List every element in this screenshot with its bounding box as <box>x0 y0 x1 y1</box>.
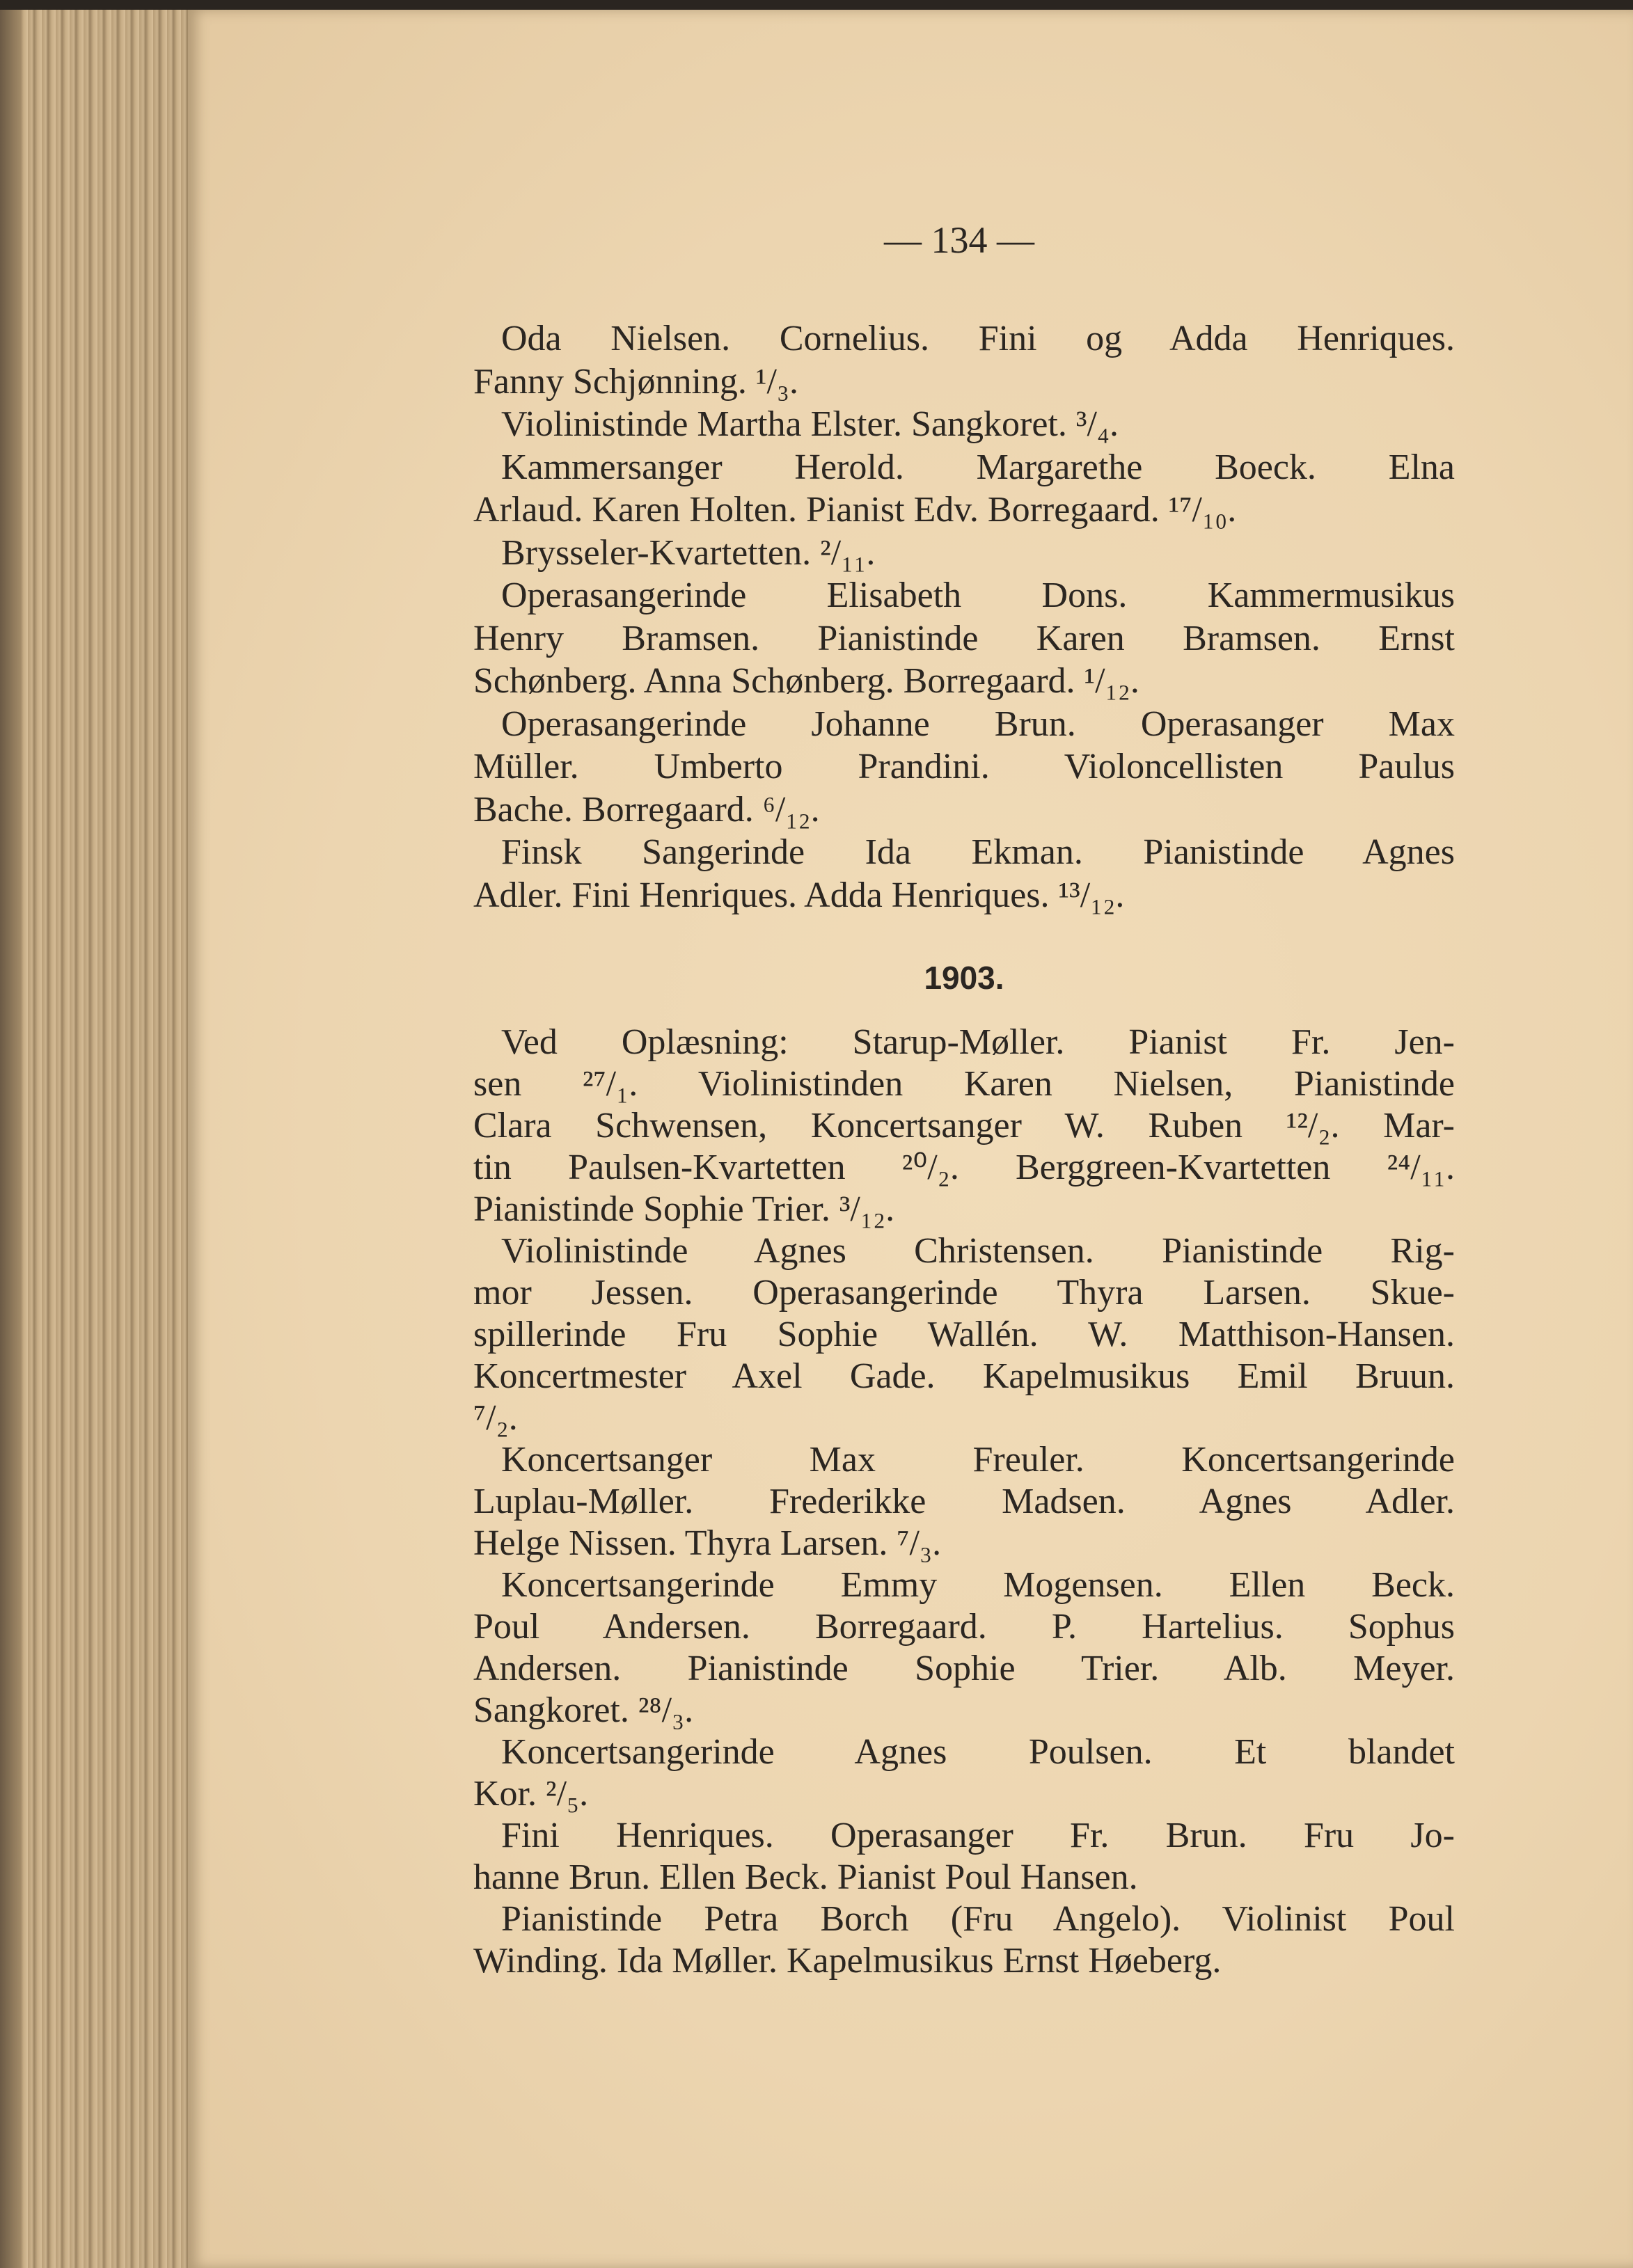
paragraph <box>473 532 1455 575</box>
text-line: Adler. Fini Henriques. Adda Henriques. ¹³/₁₂. <box>473 875 1125 915</box>
paragraph <box>473 403 1455 446</box>
text-line: Violinistinde Martha Elster. Sangkoret. ³/₄. <box>501 404 1119 444</box>
text-line: Pianistinde Petra Borch (Fru Angelo). Violinist Poul <box>501 1898 1455 1939</box>
text-line: hanne Brun. Ellen Beck. Pianist Poul Hansen. <box>473 1857 1138 1897</box>
text-line: Pianistinde Sophie Trier. ³/₁₂. <box>473 1189 895 1229</box>
text-line: Fanny Schjønning. ¹/₃. <box>473 361 799 402</box>
text-line: Sangkoret. ²⁸/₃. <box>473 1690 694 1730</box>
text-line: Luplau-Møller. Frederikke Madsen. Agnes Adler. <box>473 1481 1455 1521</box>
paragraph <box>473 1731 1455 1814</box>
page-text <box>473 317 1455 1981</box>
paragraph <box>473 703 1455 832</box>
text-line: Brysseler-Kvartetten. ²/₁₁. <box>501 532 876 573</box>
paragraph <box>473 446 1455 532</box>
text-line: Koncertsanger Max Freuler. Koncertsangerinde <box>501 1439 1455 1480</box>
text-line: Andersen. Pianistinde Sophie Trier. Alb. Meyer. <box>473 1648 1455 1688</box>
text-line: Finsk Sangerinde Ida Ekman. Pianistinde Agnes <box>501 832 1455 872</box>
text-line: Clara Schwensen, Koncertsanger W. Ruben ¹²/₂. Mar- <box>473 1105 1455 1145</box>
book-page <box>188 10 1633 2268</box>
paragraph <box>473 1814 1455 1898</box>
text-line: Henry Bramsen. Pianistinde Karen Bramsen. Ernst <box>473 618 1455 658</box>
paragraph <box>473 1564 1455 1731</box>
text-line: Fini Henriques. Operasanger Fr. Brun. Fru Jo- <box>501 1815 1455 1855</box>
text-line: Koncertsangerinde Emmy Mogensen. Ellen Beck. <box>501 1564 1455 1605</box>
text-line: Oda Nielsen. Cornelius. Fini og Adda Henriques. <box>501 319 1455 358</box>
page-number: — 134 — <box>884 219 1034 261</box>
text-line: Kammersanger Herold. Margarethe Boeck. Elna <box>501 447 1455 487</box>
text-line: Arlaud. Karen Holten. Pianist Edv. Borregaard. ¹⁷/₁₀. <box>473 490 1237 530</box>
text-line: Ved Oplæsning: Starup-Møller. Pianist Fr. Jen- <box>501 1022 1455 1062</box>
paragraph <box>473 1230 1455 1438</box>
paragraph <box>473 574 1455 703</box>
paragraph <box>473 1438 1455 1564</box>
paragraph <box>473 1898 1455 1981</box>
text-line: mor Jessen. Operasangerinde Thyra Larsen. Skue- <box>473 1272 1455 1313</box>
book-page-edges <box>0 10 188 2268</box>
text-line: Koncertsangerinde Agnes Poulsen. Et blandet <box>501 1731 1455 1772</box>
paragraph <box>473 831 1455 917</box>
text-line: sen ²⁷/₁. Violinistinden Karen Nielsen, Pianistinde <box>473 1063 1455 1104</box>
text-line: ⁷/₂. <box>473 1397 518 1438</box>
section-1902-entries <box>473 317 1455 917</box>
text-line: tin Paulsen-Kvartetten ²⁰/₂. Berggreen-Kvartetten ²⁴/₁₁. <box>473 1147 1455 1187</box>
text-line: Violinistinde Agnes Christensen. Pianistinde Rig- <box>501 1230 1455 1271</box>
text-line: Operasangerinde Johanne Brun. Operasanger Max <box>501 704 1455 744</box>
year-heading: 1903. <box>924 960 1004 996</box>
text-line: Kor. ²/₅. <box>473 1773 589 1814</box>
text-line: spillerinde Fru Sophie Wallén. W. Matthison-Hansen. <box>473 1314 1455 1354</box>
text-line: Müller. Umberto Prandini. Violoncellisten Paulus <box>473 747 1455 786</box>
section-1903-entries <box>473 1021 1455 1981</box>
text-line: Bache. Borregaard. ⁶/₁₂. <box>473 789 820 830</box>
text-line: Winding. Ida Møller. Kapelmusikus Ernst Høeberg. <box>473 1940 1222 1981</box>
text-line: Poul Andersen. Borregaard. P. Hartelius. Sophus <box>473 1606 1455 1647</box>
text-line: Schønberg. Anna Schønberg. Borregaard. ¹/₁₂. <box>473 661 1139 701</box>
text-line: Operasangerinde Elisabeth Dons. Kammermusikus <box>501 576 1455 615</box>
text-line: Helge Nissen. Thyra Larsen. ⁷/₃. <box>473 1523 942 1563</box>
paragraph <box>473 1021 1455 1230</box>
text-line: Koncertmester Axel Gade. Kapelmusikus Emil Bruun. <box>473 1356 1455 1396</box>
paragraph <box>473 317 1455 403</box>
